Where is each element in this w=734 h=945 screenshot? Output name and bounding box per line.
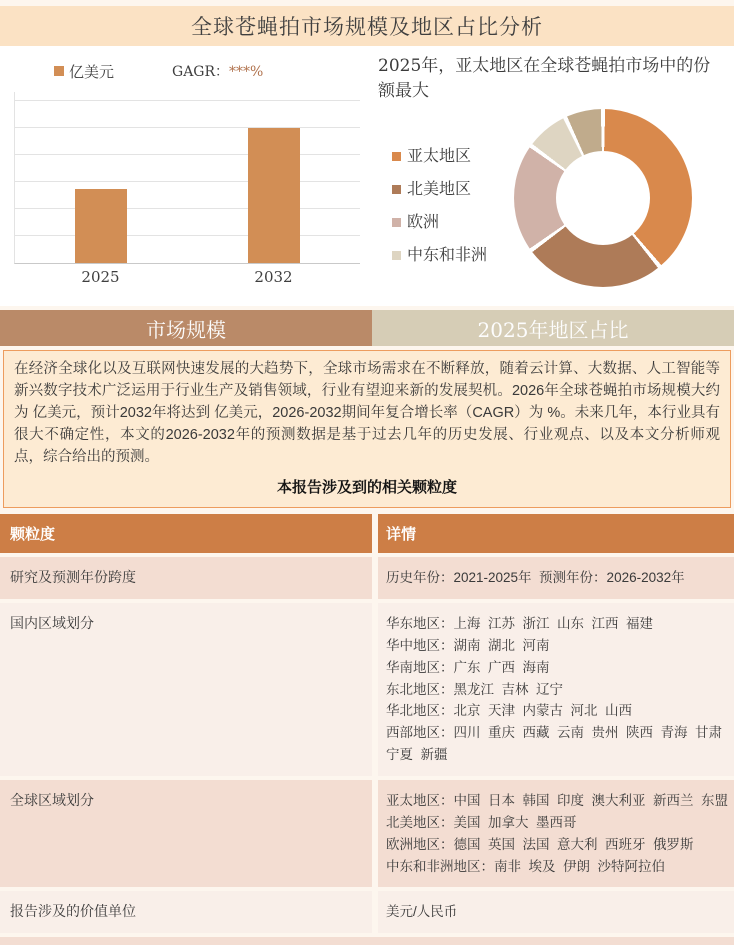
row-detail	[378, 780, 734, 887]
pie-chart-panel	[372, 46, 734, 306]
row-label: 研究及预测年份跨度	[0, 557, 372, 599]
granularity-heading: 本报告涉及到的相关颗粒度	[276, 479, 457, 497]
pie-legend-item	[392, 246, 496, 266]
table-header-row	[0, 514, 734, 553]
summary-paragraph: 在经济全球化以及互联网快速发展的大趋势下，全球市场需求在不断释放，随着云计算、大数据、人工智能等新兴数字技术广泛运用于行业生产及销售领域，行业有望迎来新的发展契机。2026年全球苍蝇拍市场规模大约为 亿美元，预计2032年将达到 亿美元，2026-2032期间年复合增长率（CAGR）为 %。未来几年，本行业具有很大不确定性，本文的2026-2032年的预测数据是基于过去几年的历史发展、行业观点、以及本文分析师观点，综合给出的预测。	[14, 361, 720, 466]
pie-legend-label: 欧洲	[407, 214, 440, 232]
legend-square-icon	[392, 185, 401, 194]
bar-chart-legend	[14, 58, 362, 84]
table-row	[0, 780, 734, 887]
page-title: 全球苍蝇拍市场规模及地区占比分析	[0, 6, 734, 46]
bar-x-axis	[14, 268, 360, 286]
bar-plot	[14, 92, 360, 264]
pie-legend-item	[392, 213, 496, 233]
legend-square-icon	[392, 218, 401, 227]
bar-legend-label: 亿美元	[69, 63, 115, 81]
row-detail	[378, 557, 734, 599]
pie-chart-title: 2025年，亚太地区在全球苍蝇拍市场中的份额最大	[378, 56, 711, 101]
detail-line: 北美地区：美国 加拿大 墨西哥	[386, 814, 577, 830]
detail-line: 西部地区：四川 重庆 西藏 云南 贵州 陕西 青海 甘肃 宁夏 新疆	[386, 725, 730, 763]
detail-line: 美元/人民币	[386, 904, 458, 920]
cagr-prefix: GAGR：	[172, 64, 230, 80]
charts-section	[0, 46, 734, 306]
bar-chart-panel	[0, 46, 372, 306]
tab-region-share[interactable]: 2025年地区占比	[372, 310, 734, 346]
pie-legend-label: 中东和非洲	[407, 247, 488, 265]
detail-line: 历史年份：2021-2025年 预测年份：2026-2032年	[386, 570, 685, 586]
cagr-value: ***%	[229, 64, 264, 80]
header-granularity: 颗粒度	[0, 514, 372, 553]
table-row	[0, 557, 734, 599]
table-row	[0, 603, 734, 776]
detail-line: 亚太地区：中国 日本 韩国 印度 澳大利亚 新西兰 东盟	[386, 793, 729, 809]
detail-line: 中东和非洲地区：南非 埃及 伊朗 沙特阿拉伯	[386, 858, 666, 874]
detail-line: 东北地区：黑龙江 吉林 辽宁	[386, 681, 564, 697]
legend-square-icon	[54, 66, 64, 76]
detail-line: 华南地区：广东 广西 海南	[386, 659, 550, 675]
row-label: 报告涉及的价值单位	[0, 891, 372, 933]
row-detail	[378, 603, 734, 776]
tab-market-size[interactable]: 市场规模	[0, 310, 372, 346]
x-label-2025: 2025	[81, 268, 120, 286]
pie-legend-label: 亚太地区	[407, 148, 472, 166]
pie-body	[378, 109, 728, 287]
detail-line: 华中地区：湖南 湖北 河南	[386, 637, 550, 653]
bar-2025	[75, 189, 127, 263]
detail-line: 华东地区：上海 江苏 浙江 山东 江西 福建	[386, 616, 654, 632]
bar-2032	[248, 128, 300, 263]
bar-column-2032	[188, 92, 361, 263]
cut-off-row-strip	[0, 937, 734, 945]
detail-line: 华北地区：北京 天津 内蒙古 河北 山西	[386, 703, 633, 719]
bar-column-2025	[15, 92, 188, 263]
granularity-table	[0, 514, 734, 945]
bar-columns	[15, 92, 360, 263]
table-row	[0, 891, 734, 933]
row-label: 全球区域划分	[0, 780, 372, 887]
legend-square-icon	[392, 152, 401, 161]
header-detail: 详情	[378, 514, 734, 553]
pie-legend-item	[392, 147, 496, 167]
row-label: 国内区域划分	[0, 603, 372, 776]
donut-chart	[514, 109, 692, 287]
row-detail	[378, 891, 734, 933]
section-tabs	[0, 310, 734, 346]
legend-square-icon	[392, 251, 401, 260]
x-label-2032: 2032	[254, 268, 293, 286]
pie-legend	[378, 109, 496, 287]
cagr-label	[172, 61, 263, 81]
detail-line: 欧洲地区：德国 英国 法国 意大利 西班牙 俄罗斯	[386, 836, 694, 852]
pie-legend-item	[392, 180, 496, 200]
summary-block	[3, 350, 731, 508]
pie-legend-label: 北美地区	[407, 181, 472, 199]
